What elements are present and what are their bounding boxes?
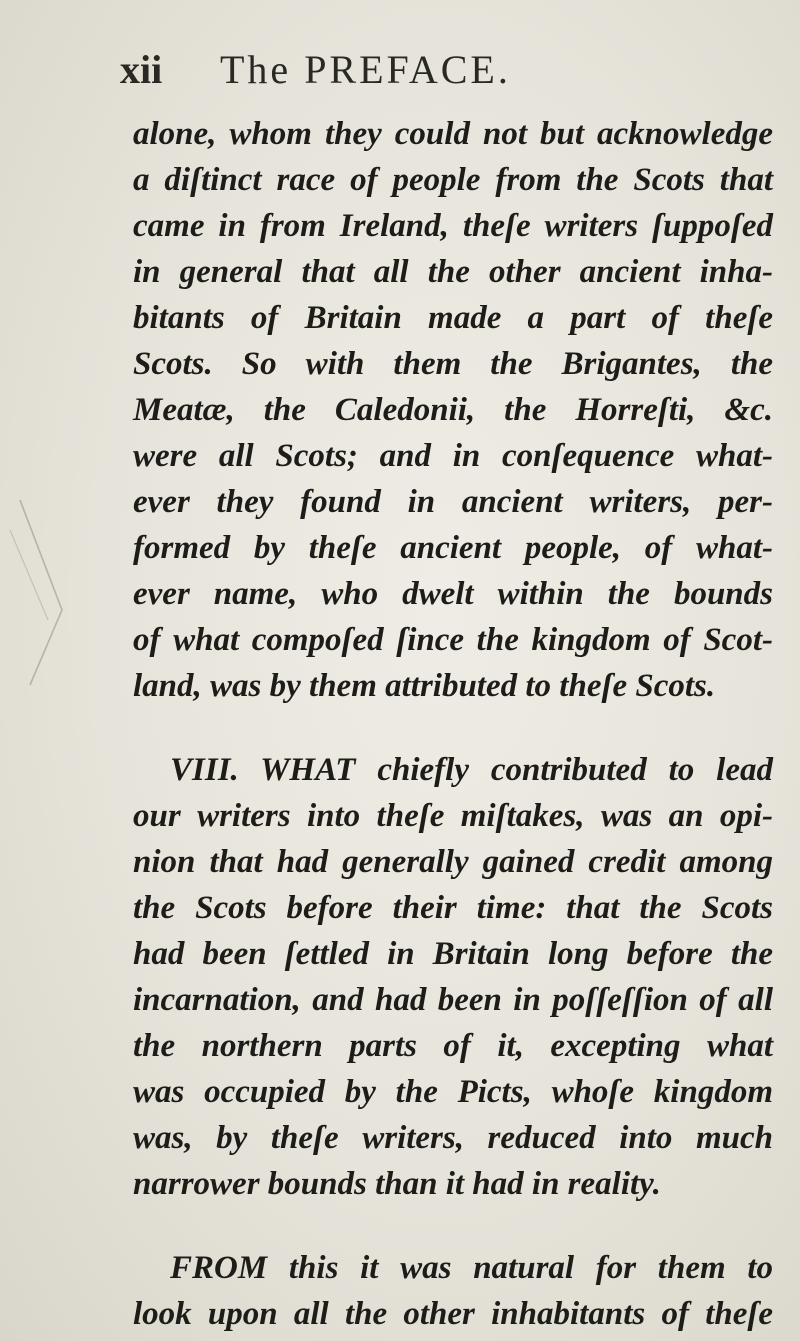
text-line: ever name, who dwelt within the bounds <box>133 576 773 612</box>
running-head <box>120 40 740 100</box>
text-line: ever they found in ancient writers, per- <box>133 484 773 520</box>
text-line: our writers into theſe miſtakes, was an opi- <box>133 798 773 834</box>
text-line: a diſtinct race of people from the Scots that <box>133 162 773 198</box>
text-line: had been ſettled in Britain long before the <box>133 936 773 972</box>
section-heading-line: VIII. WHAT chiefly contributed to lead <box>170 752 773 788</box>
text-line: was occupied by the Picts, whoſe kingdom <box>133 1074 773 1110</box>
running-title: The PREFACE. <box>220 47 511 92</box>
text-line: of what compoſed ſince the kingdom of Scot- <box>133 622 773 658</box>
text-line: were all Scots; and in conſequence what- <box>133 438 773 474</box>
text-line: incarnation, and had been in poſſeſſion of all <box>133 982 773 1018</box>
text-line: alone, whom they could not but acknowledge <box>133 116 773 152</box>
text-line: came in from Ireland, theſe writers ſuppoſed <box>133 208 773 244</box>
margin-pencil-mark <box>0 470 90 710</box>
text-line: nion that had generally gained credit among <box>133 844 773 880</box>
text-line: land, was by them attributed to theſe Scots. <box>133 668 716 704</box>
text-line: Meatæ, the Caledonii, the Horreſti, &c. <box>133 392 773 428</box>
text-line: the northern parts of it, excepting what <box>133 1028 773 1064</box>
text-line: FROM this it was natural for them to <box>170 1250 773 1286</box>
text-line: in general that all the other ancient inha- <box>133 254 773 290</box>
page-number: xii <box>120 47 163 92</box>
text-line: look upon all the other inhabitants of theſe <box>133 1296 773 1332</box>
text-line: Scots. So with them the Brigantes, the <box>133 346 773 382</box>
text-line: was, by theſe writers, reduced into much <box>133 1120 773 1156</box>
text-line: narrower bounds than it had in reality. <box>133 1166 661 1202</box>
text-line: the Scots before their time: that the Scots <box>133 890 773 926</box>
text-line: formed by theſe ancient people, of what- <box>133 530 773 566</box>
text-line: bitants of Britain made a part of theſe <box>133 300 773 336</box>
